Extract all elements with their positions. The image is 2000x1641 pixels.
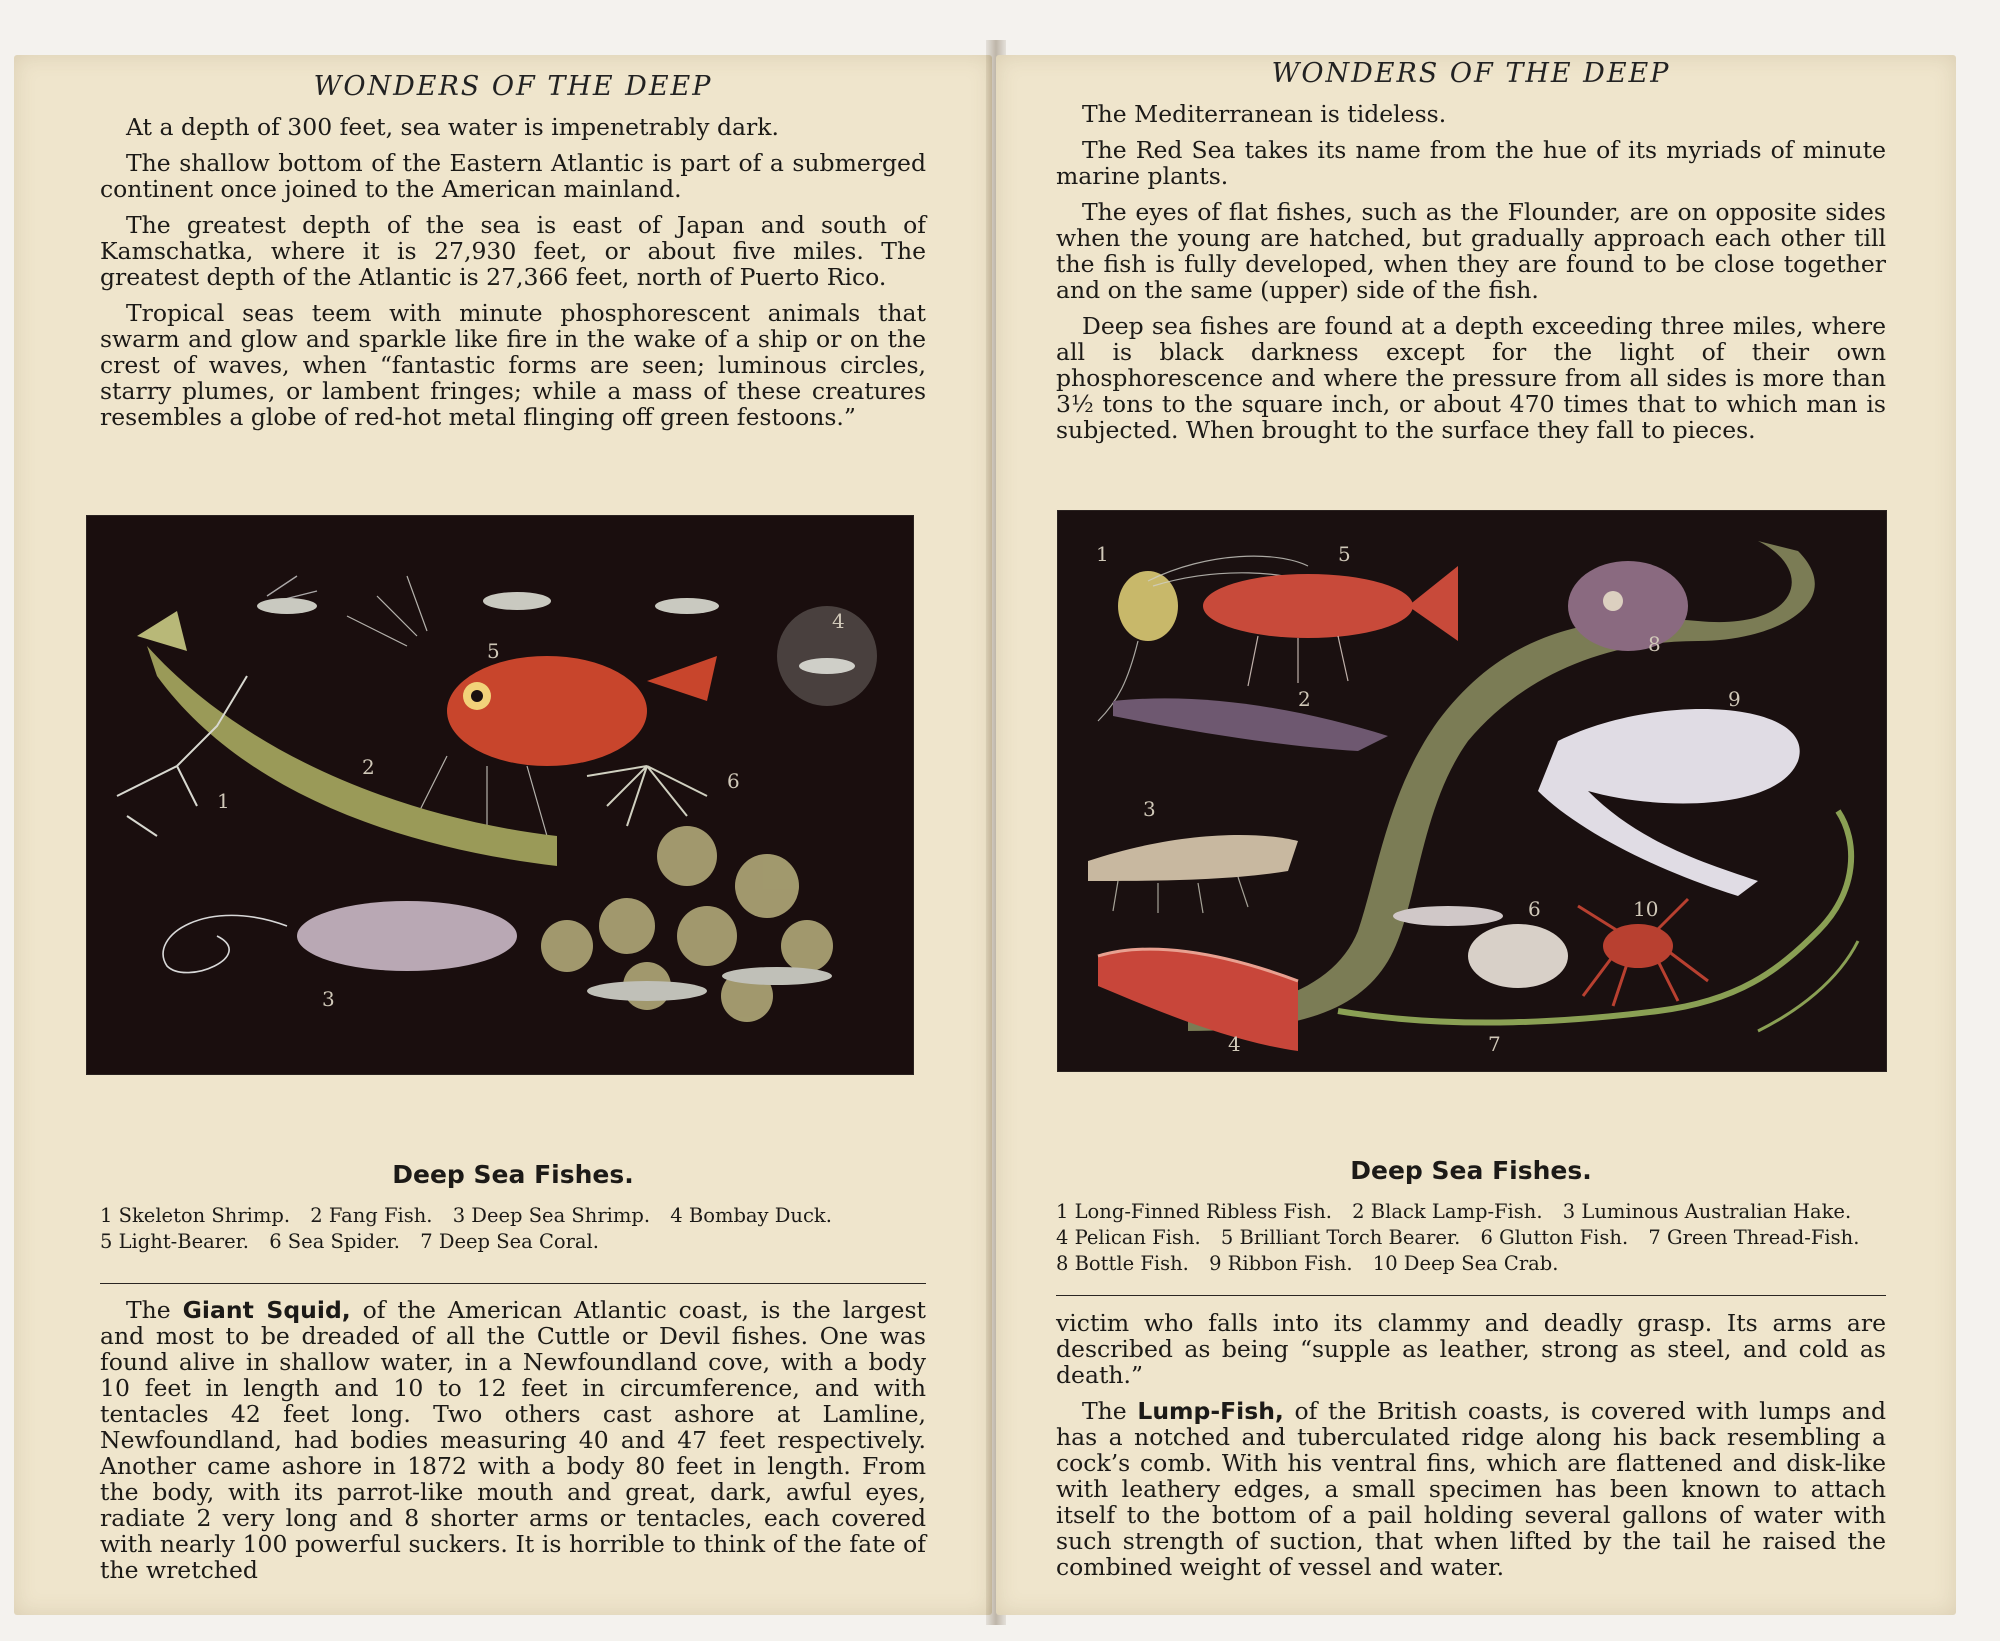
svg-text:4: 4 — [832, 609, 845, 633]
legend-item: 4 Pelican Fish. — [1056, 1226, 1201, 1249]
svg-text:7: 7 — [1488, 1032, 1501, 1056]
legend-item: 6 Glutton Fish. — [1480, 1226, 1629, 1249]
left-running-head: WONDERS OF THE DEEP — [313, 71, 713, 102]
right-paragraph: Deep sea fishes are found at a depth exceeding three miles, where all is black darkness except for the light of their own phosphorescence and where the pressure from all sides is more than 3½ tons to the square inch, or about 470 times that to which man is subjected. When brought to the surface they fall to pieces. — [1056, 312, 1886, 444]
legend-item: 6 Sea Spider. — [269, 1230, 401, 1253]
right-page — [996, 55, 1956, 1615]
giant-squid-text: of the American Atlantic coast, is the largest and most to be dreaded of all the Cuttle or Devil fishes. One was found alive in shallow water, in a Newfoundland cove, with a body 10 feet in length and 10 to 12 feet in circumference, and with tentacles 42 feet long. Two others cast ashore at Lamline, Newfoundland, had bodies measuring 40 and 47 feet respectively. Another came ashore in 1872 with a body 80 feet in length. From the body, with its parrot-like mouth and great, dark, awful eyes, radiate 2 very long and 8 shorter arms or tentacles, each covered with nearly 100 powerful suckers. It is horrible to think of the fate of the wretched — [100, 1296, 926, 1584]
right-page-text — [1056, 58, 1886, 453]
left-plate-illustration — [87, 516, 913, 1074]
svg-text:1: 1 — [1096, 542, 1109, 566]
svg-text:6: 6 — [1528, 897, 1541, 921]
right-plate-illustration — [1058, 511, 1886, 1071]
svg-text:3: 3 — [1143, 797, 1156, 821]
legend-item: 10 Deep Sea Crab. — [1372, 1252, 1559, 1275]
right-running-head: WONDERS OF THE DEEP — [1271, 58, 1671, 89]
right-paragraph: The Red Sea takes its name from the hue of its myriads of minute marine plants. — [1056, 136, 1886, 190]
right-plate-caption — [1056, 1156, 1886, 1277]
giant-squid-paragraph — [100, 1297, 926, 1583]
legend-item: 5 Brilliant Torch Bearer. — [1220, 1226, 1461, 1249]
svg-text:6: 6 — [727, 769, 740, 793]
left-paragraph: At a depth of 300 feet, sea water is impenetrably dark. — [126, 113, 779, 141]
legend-item: 9 Ribbon Fish. — [1209, 1252, 1353, 1275]
right-color-plate — [1058, 511, 1886, 1071]
left-paragraph: The greatest depth of the sea is east of Japan and south of Kamschatka, where it is 27,930 feet, or about five miles. The greatest depth of the Atlantic is 27,366 feet, north of Puerto Rico. — [100, 211, 926, 291]
svg-text:3: 3 — [322, 987, 335, 1011]
legend-item: 1 Skeleton Shrimp. — [100, 1204, 291, 1227]
left-color-plate — [87, 516, 913, 1074]
right-plate-title: Deep Sea Fishes. — [1350, 1156, 1592, 1185]
lump-intro: The — [1082, 1397, 1127, 1425]
left-plate-caption — [100, 1160, 926, 1255]
svg-text:5: 5 — [487, 639, 500, 663]
left-divider-rule — [100, 1283, 926, 1284]
left-page — [14, 55, 992, 1615]
legend-item: 1 Long-Finned Ribless Fish. — [1056, 1200, 1332, 1223]
right-plate-legend — [1056, 1199, 1886, 1277]
legend-item: 8 Bottle Fish. — [1056, 1252, 1189, 1275]
svg-text:5: 5 — [1338, 542, 1351, 566]
svg-text:8: 8 — [1648, 632, 1661, 656]
lump-fish-heading: Lump-Fish, — [1137, 1397, 1284, 1425]
lump-fish-paragraph — [1056, 1398, 1886, 1580]
squid-continuation-paragraph: victim who falls into its clammy and deadly grasp. Its arms are described as being “supple as leather, strong as steel, and cold as death.” — [1056, 1309, 1886, 1389]
squid-intro: The — [126, 1296, 171, 1324]
left-paragraph: The shallow bottom of the Eastern Atlantic is part of a submerged continent once joined to the American mainland. — [100, 149, 926, 203]
svg-text:9: 9 — [1728, 687, 1741, 711]
giant-squid-heading: Giant Squid, — [182, 1296, 351, 1324]
left-plate-legend — [100, 1203, 926, 1255]
svg-text:2: 2 — [1298, 687, 1311, 711]
svg-text:4: 4 — [1228, 1032, 1241, 1056]
svg-text:10: 10 — [1633, 897, 1659, 921]
legend-item: 5 Light-Bearer. — [100, 1230, 249, 1253]
svg-text:2: 2 — [362, 755, 375, 779]
left-plate-title: Deep Sea Fishes. — [392, 1160, 634, 1189]
left-page-text — [100, 71, 926, 440]
legend-item: 7 Deep Sea Coral. — [420, 1230, 599, 1253]
left-paragraph: Tropical seas teem with minute phosphorescent animals that swarm and glow and sparkle like fire in the wake of a ship or on the crest of waves, when “fantastic forms are seen; luminous circles, starry plumes, or lambent fringes; while a mass of these creatures resembles a globe of red-hot metal flinging off green festoons.” — [100, 299, 926, 431]
right-divider-rule — [1056, 1295, 1886, 1296]
right-paragraph: The Mediterranean is tideless. — [1082, 100, 1447, 128]
lump-fish-text: of the British coasts, is covered with lumps and has a notched and tuberculated ridge along his back resembling a cock’s comb. With his ventral fins, which are flattened and disk-like with leathery edges, a small specimen has been known to attach itself to the bottom of a pail holding several gallons of water with such strength of suction, that when lifted by the tail he raised the combined weight of vessel and water. — [1056, 1397, 1886, 1581]
legend-item: 7 Green Thread-Fish. — [1648, 1226, 1860, 1249]
legend-item: 4 Bombay Duck. — [670, 1204, 832, 1227]
right-paragraph: The eyes of flat fishes, such as the Flounder, are on opposite sides when the young are hatched, but gradually approach each other till the fish is fully developed, when they are found to be close together and on the same (upper) side of the fish. — [1056, 198, 1886, 304]
right-bottom-text — [1056, 1310, 1886, 1590]
legend-item: 2 Black Lamp-Fish. — [1352, 1200, 1543, 1223]
legend-item: 3 Luminous Australian Hake. — [1562, 1200, 1852, 1223]
legend-item: 2 Fang Fish. — [310, 1204, 433, 1227]
legend-item: 3 Deep Sea Shrimp. — [452, 1204, 651, 1227]
svg-text:1: 1 — [217, 789, 230, 813]
giant-squid-section — [100, 1297, 926, 1593]
